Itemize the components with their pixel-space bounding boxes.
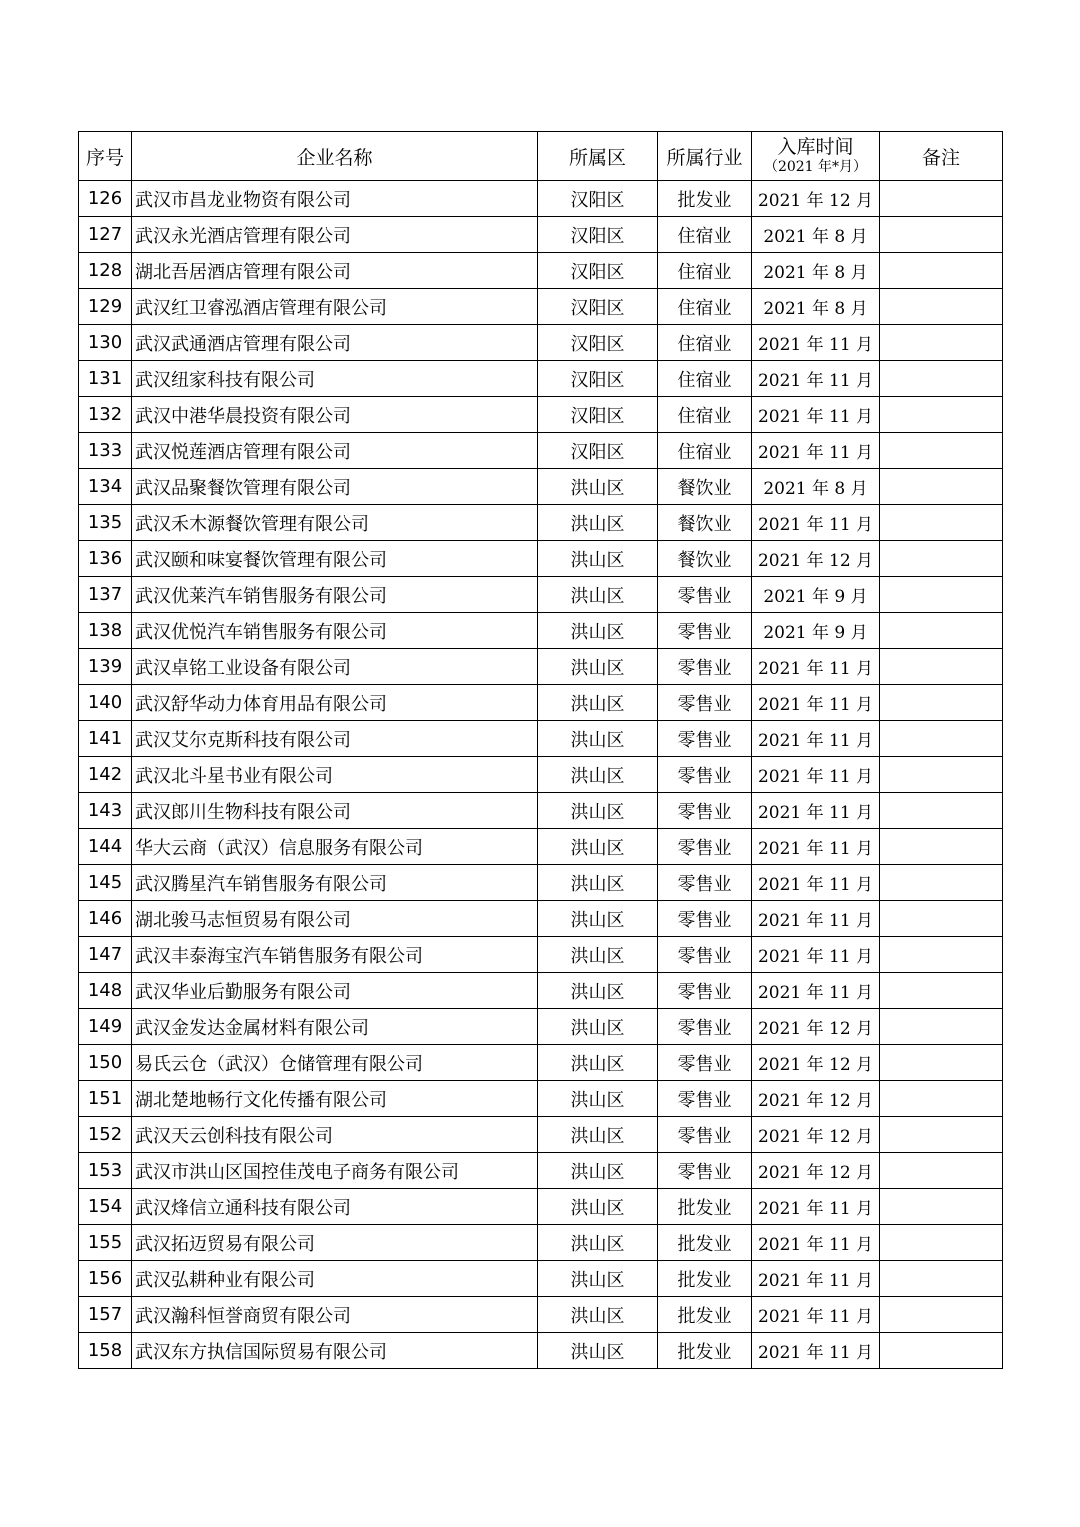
cell-no: 138 [79, 613, 132, 649]
cell-no: 126 [79, 181, 132, 217]
cell-company-name: 武汉市昌龙业物资有限公司 [132, 181, 538, 217]
cell-company-name: 武汉禾木源餐饮管理有限公司 [132, 505, 538, 541]
cell-industry: 零售业 [658, 901, 752, 937]
cell-remark [880, 1009, 1003, 1045]
cell-company-name: 武汉天云创科技有限公司 [132, 1117, 538, 1153]
cell-remark [880, 1261, 1003, 1297]
cell-company-name: 武汉颐和味宴餐饮管理有限公司 [132, 541, 538, 577]
table-row [79, 829, 1003, 865]
header-entry-time-note: （2021 年*月） [763, 159, 868, 175]
table-row [79, 541, 1003, 577]
cell-company-name: 武汉悦莲酒店管理有限公司 [132, 433, 538, 469]
cell-remark [880, 937, 1003, 973]
cell-district: 洪山区 [538, 793, 658, 829]
cell-entry-time: 2021 年 11 月 [752, 973, 880, 1009]
cell-remark [880, 397, 1003, 433]
cell-no: 127 [79, 217, 132, 253]
table-row [79, 1189, 1003, 1225]
cell-district: 洪山区 [538, 937, 658, 973]
cell-industry: 餐饮业 [658, 541, 752, 577]
cell-remark [880, 505, 1003, 541]
cell-company-name: 华大云商（武汉）信息服务有限公司 [132, 829, 538, 865]
table-header-row [79, 132, 1003, 181]
table-row [79, 937, 1003, 973]
cell-no: 146 [79, 901, 132, 937]
cell-industry: 批发业 [658, 1297, 752, 1333]
cell-no: 129 [79, 289, 132, 325]
cell-company-name: 武汉中港华晨投资有限公司 [132, 397, 538, 433]
cell-district: 汉阳区 [538, 181, 658, 217]
cell-company-name: 武汉弘耕种业有限公司 [132, 1261, 538, 1297]
cell-district: 洪山区 [538, 505, 658, 541]
table-row [79, 973, 1003, 1009]
cell-industry: 零售业 [658, 1153, 752, 1189]
cell-remark [880, 1045, 1003, 1081]
table-row [79, 289, 1003, 325]
cell-remark [880, 361, 1003, 397]
cell-industry: 住宿业 [658, 253, 752, 289]
cell-remark [880, 181, 1003, 217]
cell-company-name: 武汉优莱汽车销售服务有限公司 [132, 577, 538, 613]
cell-entry-time: 2021 年 11 月 [752, 505, 880, 541]
cell-no: 148 [79, 973, 132, 1009]
cell-entry-time: 2021 年 11 月 [752, 1297, 880, 1333]
cell-district: 洪山区 [538, 901, 658, 937]
cell-industry: 零售业 [658, 937, 752, 973]
cell-no: 156 [79, 1261, 132, 1297]
cell-industry: 住宿业 [658, 217, 752, 253]
cell-district: 洪山区 [538, 1333, 658, 1369]
cell-remark [880, 289, 1003, 325]
cell-company-name: 武汉永光酒店管理有限公司 [132, 217, 538, 253]
table-row [79, 865, 1003, 901]
cell-entry-time: 2021 年 11 月 [752, 757, 880, 793]
cell-entry-time: 2021 年 12 月 [752, 1045, 880, 1081]
cell-industry: 零售业 [658, 829, 752, 865]
cell-remark [880, 577, 1003, 613]
cell-district: 洪山区 [538, 757, 658, 793]
table-row [79, 577, 1003, 613]
cell-company-name: 武汉华业后勤服务有限公司 [132, 973, 538, 1009]
cell-industry: 批发业 [658, 1261, 752, 1297]
cell-no: 139 [79, 649, 132, 685]
table-row [79, 1333, 1003, 1369]
table-row [79, 1009, 1003, 1045]
cell-industry: 零售业 [658, 1081, 752, 1117]
cell-district: 汉阳区 [538, 325, 658, 361]
cell-remark [880, 757, 1003, 793]
cell-company-name: 武汉拓迈贸易有限公司 [132, 1225, 538, 1261]
cell-industry: 零售业 [658, 649, 752, 685]
cell-entry-time: 2021 年 9 月 [752, 577, 880, 613]
cell-remark [880, 1225, 1003, 1261]
header-no: 序号 [79, 132, 132, 181]
cell-entry-time: 2021 年 12 月 [752, 541, 880, 577]
cell-remark [880, 649, 1003, 685]
cell-entry-time: 2021 年 11 月 [752, 721, 880, 757]
cell-remark [880, 1081, 1003, 1117]
cell-company-name: 武汉红卫睿泓酒店管理有限公司 [132, 289, 538, 325]
table-row [79, 397, 1003, 433]
table-row [79, 1261, 1003, 1297]
cell-district: 洪山区 [538, 973, 658, 1009]
cell-district: 洪山区 [538, 649, 658, 685]
cell-remark [880, 829, 1003, 865]
cell-industry: 零售业 [658, 757, 752, 793]
cell-remark [880, 433, 1003, 469]
cell-remark [880, 1333, 1003, 1369]
table-row [79, 649, 1003, 685]
cell-industry: 零售业 [658, 793, 752, 829]
cell-district: 汉阳区 [538, 217, 658, 253]
cell-company-name: 武汉纽家科技有限公司 [132, 361, 538, 397]
header-industry: 所属行业 [658, 132, 752, 181]
cell-industry: 批发业 [658, 181, 752, 217]
cell-industry: 零售业 [658, 1045, 752, 1081]
cell-district: 洪山区 [538, 469, 658, 505]
cell-entry-time: 2021 年 12 月 [752, 181, 880, 217]
cell-entry-time: 2021 年 12 月 [752, 1081, 880, 1117]
cell-industry: 零售业 [658, 685, 752, 721]
cell-industry: 住宿业 [658, 325, 752, 361]
cell-no: 133 [79, 433, 132, 469]
header-remark: 备注 [880, 132, 1003, 181]
cell-district: 洪山区 [538, 829, 658, 865]
cell-no: 153 [79, 1153, 132, 1189]
cell-district: 洪山区 [538, 1009, 658, 1045]
table-row [79, 217, 1003, 253]
cell-company-name: 武汉丰泰海宝汽车销售服务有限公司 [132, 937, 538, 973]
cell-district: 洪山区 [538, 541, 658, 577]
cell-entry-time: 2021 年 11 月 [752, 1333, 880, 1369]
table-row [79, 181, 1003, 217]
table-row [79, 253, 1003, 289]
header-district: 所属区 [538, 132, 658, 181]
cell-remark [880, 1297, 1003, 1333]
cell-company-name: 易氏云仓（武汉）仓储管理有限公司 [132, 1045, 538, 1081]
cell-entry-time: 2021 年 8 月 [752, 217, 880, 253]
cell-no: 147 [79, 937, 132, 973]
table-row [79, 505, 1003, 541]
cell-industry: 零售业 [658, 865, 752, 901]
cell-entry-time: 2021 年 11 月 [752, 1261, 880, 1297]
cell-no: 150 [79, 1045, 132, 1081]
cell-no: 152 [79, 1117, 132, 1153]
cell-district: 洪山区 [538, 1261, 658, 1297]
cell-district: 洪山区 [538, 1297, 658, 1333]
cell-industry: 餐饮业 [658, 469, 752, 505]
cell-remark [880, 865, 1003, 901]
cell-entry-time: 2021 年 12 月 [752, 1009, 880, 1045]
cell-industry: 住宿业 [658, 433, 752, 469]
cell-no: 155 [79, 1225, 132, 1261]
table-row [79, 1081, 1003, 1117]
cell-no: 149 [79, 1009, 132, 1045]
cell-remark [880, 1153, 1003, 1189]
enterprise-registry-table [78, 131, 1003, 1369]
cell-entry-time: 2021 年 11 月 [752, 865, 880, 901]
cell-no: 157 [79, 1297, 132, 1333]
cell-company-name: 武汉卓铭工业设备有限公司 [132, 649, 538, 685]
table-row [79, 1045, 1003, 1081]
table-row [79, 685, 1003, 721]
table-row [79, 433, 1003, 469]
cell-industry: 住宿业 [658, 289, 752, 325]
cell-no: 144 [79, 829, 132, 865]
cell-entry-time: 2021 年 11 月 [752, 793, 880, 829]
cell-district: 汉阳区 [538, 361, 658, 397]
cell-remark [880, 901, 1003, 937]
table-row [79, 1297, 1003, 1333]
cell-remark [880, 1117, 1003, 1153]
cell-industry: 零售业 [658, 613, 752, 649]
cell-entry-time: 2021 年 9 月 [752, 613, 880, 649]
cell-entry-time: 2021 年 11 月 [752, 361, 880, 397]
cell-no: 141 [79, 721, 132, 757]
cell-company-name: 武汉品聚餐饮管理有限公司 [132, 469, 538, 505]
table-row [79, 1153, 1003, 1189]
cell-no: 142 [79, 757, 132, 793]
cell-no: 128 [79, 253, 132, 289]
cell-no: 143 [79, 793, 132, 829]
cell-company-name: 湖北楚地畅行文化传播有限公司 [132, 1081, 538, 1117]
cell-remark [880, 541, 1003, 577]
cell-district: 洪山区 [538, 1225, 658, 1261]
cell-no: 132 [79, 397, 132, 433]
cell-company-name: 湖北吾居酒店管理有限公司 [132, 253, 538, 289]
cell-industry: 批发业 [658, 1225, 752, 1261]
cell-industry: 零售业 [658, 1009, 752, 1045]
cell-no: 154 [79, 1189, 132, 1225]
cell-district: 洪山区 [538, 577, 658, 613]
cell-industry: 零售业 [658, 973, 752, 1009]
cell-entry-time: 2021 年 11 月 [752, 1189, 880, 1225]
cell-remark [880, 217, 1003, 253]
cell-company-name: 武汉郎川生物科技有限公司 [132, 793, 538, 829]
cell-entry-time: 2021 年 11 月 [752, 325, 880, 361]
cell-industry: 住宿业 [658, 361, 752, 397]
table-row [79, 613, 1003, 649]
cell-district: 洪山区 [538, 1045, 658, 1081]
cell-company-name: 武汉瀚科恒誉商贸有限公司 [132, 1297, 538, 1333]
cell-entry-time: 2021 年 11 月 [752, 829, 880, 865]
cell-no: 151 [79, 1081, 132, 1117]
cell-no: 158 [79, 1333, 132, 1369]
cell-district: 洪山区 [538, 685, 658, 721]
cell-company-name: 湖北骏马志恒贸易有限公司 [132, 901, 538, 937]
cell-district: 汉阳区 [538, 397, 658, 433]
cell-remark [880, 469, 1003, 505]
cell-industry: 住宿业 [658, 397, 752, 433]
cell-no: 140 [79, 685, 132, 721]
table-body [79, 181, 1003, 1369]
cell-no: 137 [79, 577, 132, 613]
cell-district: 洪山区 [538, 1153, 658, 1189]
cell-no: 130 [79, 325, 132, 361]
cell-company-name: 武汉东方执信国际贸易有限公司 [132, 1333, 538, 1369]
cell-company-name: 武汉市洪山区国控佳茂电子商务有限公司 [132, 1153, 538, 1189]
cell-entry-time: 2021 年 12 月 [752, 1153, 880, 1189]
cell-district: 洪山区 [538, 613, 658, 649]
cell-industry: 餐饮业 [658, 505, 752, 541]
cell-no: 145 [79, 865, 132, 901]
table-row [79, 361, 1003, 397]
cell-company-name: 武汉北斗星书业有限公司 [132, 757, 538, 793]
cell-remark [880, 793, 1003, 829]
cell-entry-time: 2021 年 11 月 [752, 901, 880, 937]
cell-industry: 批发业 [658, 1333, 752, 1369]
cell-company-name: 武汉舒华动力体育用品有限公司 [132, 685, 538, 721]
cell-district: 汉阳区 [538, 433, 658, 469]
cell-district: 汉阳区 [538, 289, 658, 325]
cell-company-name: 武汉武通酒店管理有限公司 [132, 325, 538, 361]
cell-no: 131 [79, 361, 132, 397]
table-row [79, 1225, 1003, 1261]
table-row [79, 901, 1003, 937]
cell-district: 洪山区 [538, 1189, 658, 1225]
cell-company-name: 武汉烽信立通科技有限公司 [132, 1189, 538, 1225]
cell-remark [880, 325, 1003, 361]
header-entry-time-label: 入库时间 [777, 136, 854, 158]
cell-industry: 零售业 [658, 1117, 752, 1153]
cell-industry: 零售业 [658, 577, 752, 613]
cell-industry: 零售业 [658, 721, 752, 757]
cell-entry-time: 2021 年 8 月 [752, 469, 880, 505]
cell-no: 136 [79, 541, 132, 577]
cell-company-name: 武汉优悦汽车销售服务有限公司 [132, 613, 538, 649]
cell-remark [880, 1189, 1003, 1225]
cell-remark [880, 973, 1003, 1009]
cell-district: 洪山区 [538, 721, 658, 757]
cell-entry-time: 2021 年 11 月 [752, 397, 880, 433]
cell-entry-time: 2021 年 11 月 [752, 649, 880, 685]
cell-district: 洪山区 [538, 1117, 658, 1153]
cell-company-name: 武汉艾尔克斯科技有限公司 [132, 721, 538, 757]
cell-district: 汉阳区 [538, 253, 658, 289]
cell-remark [880, 685, 1003, 721]
cell-entry-time: 2021 年 12 月 [752, 1117, 880, 1153]
cell-company-name: 武汉腾星汽车销售服务有限公司 [132, 865, 538, 901]
cell-entry-time: 2021 年 8 月 [752, 289, 880, 325]
cell-remark [880, 253, 1003, 289]
cell-no: 134 [79, 469, 132, 505]
cell-entry-time: 2021 年 8 月 [752, 253, 880, 289]
cell-entry-time: 2021 年 11 月 [752, 685, 880, 721]
cell-industry: 批发业 [658, 1189, 752, 1225]
cell-entry-time: 2021 年 11 月 [752, 1225, 880, 1261]
cell-remark [880, 613, 1003, 649]
table-row [79, 469, 1003, 505]
cell-no: 135 [79, 505, 132, 541]
header-entry-time [752, 132, 880, 181]
cell-entry-time: 2021 年 11 月 [752, 433, 880, 469]
cell-district: 洪山区 [538, 865, 658, 901]
cell-district: 洪山区 [538, 1081, 658, 1117]
table-row [79, 757, 1003, 793]
table-row [79, 325, 1003, 361]
header-company-name: 企业名称 [132, 132, 538, 181]
table-row [79, 1117, 1003, 1153]
cell-remark [880, 721, 1003, 757]
cell-entry-time: 2021 年 11 月 [752, 937, 880, 973]
cell-company-name: 武汉金发达金属材料有限公司 [132, 1009, 538, 1045]
table-row [79, 721, 1003, 757]
table-row [79, 793, 1003, 829]
